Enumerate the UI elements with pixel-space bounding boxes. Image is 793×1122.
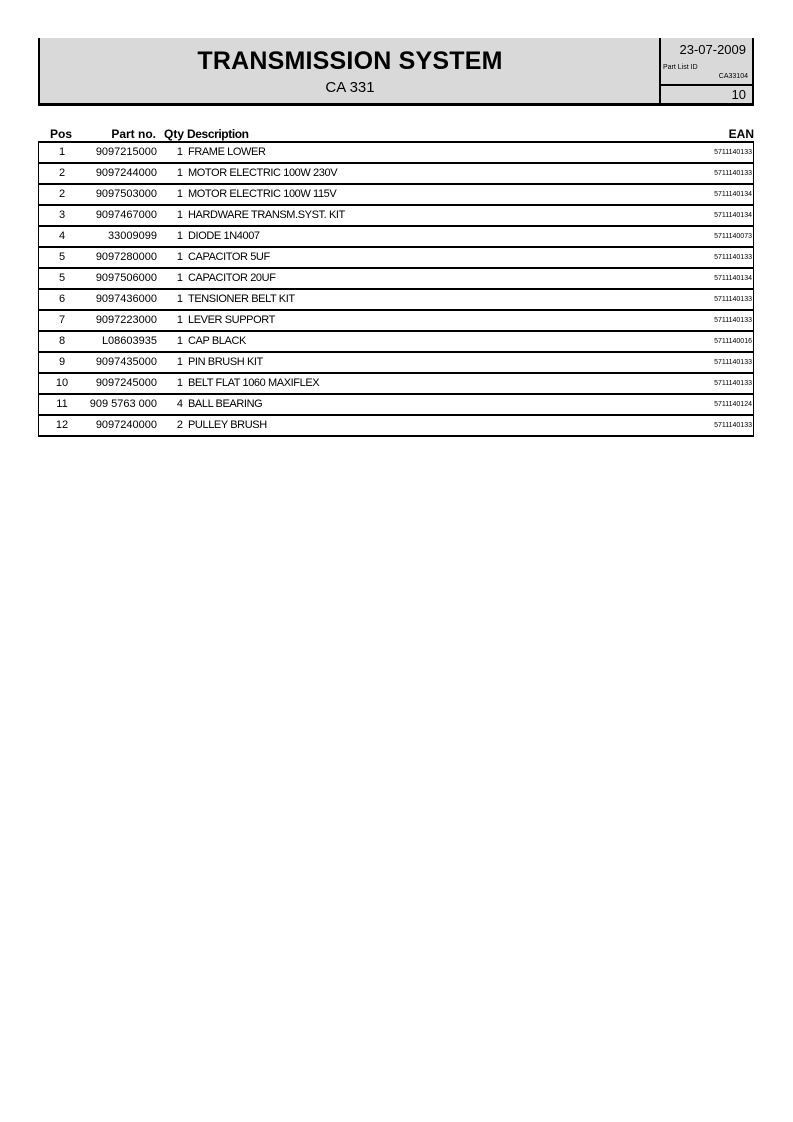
page-header (38, 38, 754, 106)
table-row (38, 206, 754, 227)
description-cell: FRAME LOWER (188, 146, 266, 158)
part-list-id: CA33104 (718, 73, 748, 80)
description-cell: HARDWARE TRANSM.SYST. KIT (188, 209, 345, 221)
part-list-label: Part List ID (663, 64, 698, 71)
column-header-qty: Qty (164, 127, 185, 141)
qty-cell: 4 (176, 398, 183, 410)
part-no-cell: 9097467000 (95, 209, 157, 221)
qty-cell: 1 (176, 167, 183, 179)
ean-cell: 5711140133 (714, 422, 752, 429)
qty-cell: 1 (176, 356, 183, 368)
model-name: CA 331 (325, 79, 375, 96)
ean-cell: 5711140133 (714, 170, 752, 177)
table-row (38, 353, 754, 374)
table-header (38, 124, 754, 143)
column-header-pos: Pos (49, 127, 72, 141)
qty-cell: 1 (176, 293, 183, 305)
qty-cell: 1 (176, 251, 183, 263)
ean-cell: 5711140134 (714, 191, 752, 198)
ean-cell: 5711140133 (714, 359, 752, 366)
pos-cell: 2 (58, 188, 66, 200)
pos-cell: 8 (58, 335, 66, 347)
ean-cell: 5711140134 (714, 212, 752, 219)
ean-cell: 5711140124 (714, 401, 752, 408)
column-header-description: Description (187, 127, 249, 141)
description-cell: PIN BRUSH KIT (188, 356, 263, 368)
part-no-cell: 33009099 (108, 230, 157, 242)
part-no-cell: 9097436000 (95, 293, 157, 305)
table-row (38, 227, 754, 248)
part-no-cell: 9097435000 (95, 356, 157, 368)
description-cell: PULLEY BRUSH (188, 419, 267, 431)
qty-cell: 1 (176, 377, 183, 389)
pos-cell: 7 (58, 314, 66, 326)
table-body (38, 143, 754, 437)
table-row (38, 311, 754, 332)
date: 23-07-2009 (679, 42, 746, 57)
part-no-cell: 9097215000 (95, 146, 157, 158)
page-title: TRANSMISSION SYSTEM (197, 47, 503, 75)
table-row (38, 290, 754, 311)
description-cell: CAPACITOR 20UF (188, 272, 276, 284)
part-no-cell: 9097244000 (95, 167, 157, 179)
part-no-cell: 9097280000 (95, 251, 157, 263)
description-cell: CAP BLACK (188, 335, 246, 347)
pos-cell: 6 (58, 293, 66, 305)
ean-cell: 5711140133 (714, 296, 752, 303)
description-cell: MOTOR ELECTRIC 100W 115V (188, 188, 337, 200)
table-row (38, 143, 754, 164)
ean-cell: 5711140073 (714, 233, 752, 240)
description-cell: MOTOR ELECTRIC 100W 230V (188, 167, 338, 179)
pos-cell: 9 (58, 356, 66, 368)
column-header-part-no: Part no. (111, 127, 156, 141)
qty-cell: 1 (176, 272, 183, 284)
part-no-cell: 9097506000 (95, 272, 157, 284)
part-no-cell: 909 5763 000 (89, 398, 157, 410)
ean-cell: 5711140133 (714, 149, 752, 156)
pos-cell: 3 (58, 209, 66, 221)
pos-cell: 1 (58, 146, 66, 158)
part-no-cell: 9097245000 (95, 377, 157, 389)
qty-cell: 1 (176, 230, 183, 242)
part-no-cell: 9097240000 (95, 419, 157, 431)
description-cell: BALL BEARING (188, 398, 263, 410)
pos-cell: 5 (58, 251, 66, 263)
qty-cell: 1 (176, 146, 183, 158)
table-row (38, 269, 754, 290)
qty-cell: 1 (176, 335, 183, 347)
table-row (38, 185, 754, 206)
table-row (38, 374, 754, 395)
table-row (38, 332, 754, 353)
parts-table (38, 124, 754, 437)
pos-cell: 5 (58, 272, 66, 284)
qty-cell: 2 (176, 419, 183, 431)
qty-cell: 1 (176, 314, 183, 326)
table-row (38, 416, 754, 437)
pos-cell: 11 (56, 398, 68, 410)
description-cell: CAPACITOR 5UF (188, 251, 270, 263)
part-no-cell: L08603935 (101, 335, 157, 347)
qty-cell: 1 (176, 188, 183, 200)
description-cell: DIODE 1N4007 (188, 230, 260, 242)
column-header-ean: EAN (728, 127, 754, 141)
table-row (38, 248, 754, 269)
table-row (38, 164, 754, 185)
description-cell: TENSIONER BELT KIT (188, 293, 295, 305)
ean-cell: 5711140133 (714, 254, 752, 261)
pos-cell: 4 (58, 230, 66, 242)
ean-cell: 5711140016 (714, 338, 752, 345)
divider (661, 84, 754, 86)
description-cell: BELT FLAT 1060 MAXIFLEX (188, 377, 320, 389)
meta-box (659, 38, 754, 103)
page-number: 10 (731, 87, 746, 102)
ean-cell: 5711140134 (714, 275, 752, 282)
pos-cell: 12 (55, 419, 69, 431)
ean-cell: 5711140133 (714, 317, 752, 324)
table-row (38, 395, 754, 416)
qty-cell: 1 (176, 209, 183, 221)
ean-cell: 5711140133 (714, 380, 752, 387)
pos-cell: 10 (55, 377, 69, 389)
part-no-cell: 9097503000 (95, 188, 157, 200)
part-no-cell: 9097223000 (95, 314, 157, 326)
description-cell: LEVER SUPPORT (188, 314, 275, 326)
pos-cell: 2 (58, 167, 66, 179)
